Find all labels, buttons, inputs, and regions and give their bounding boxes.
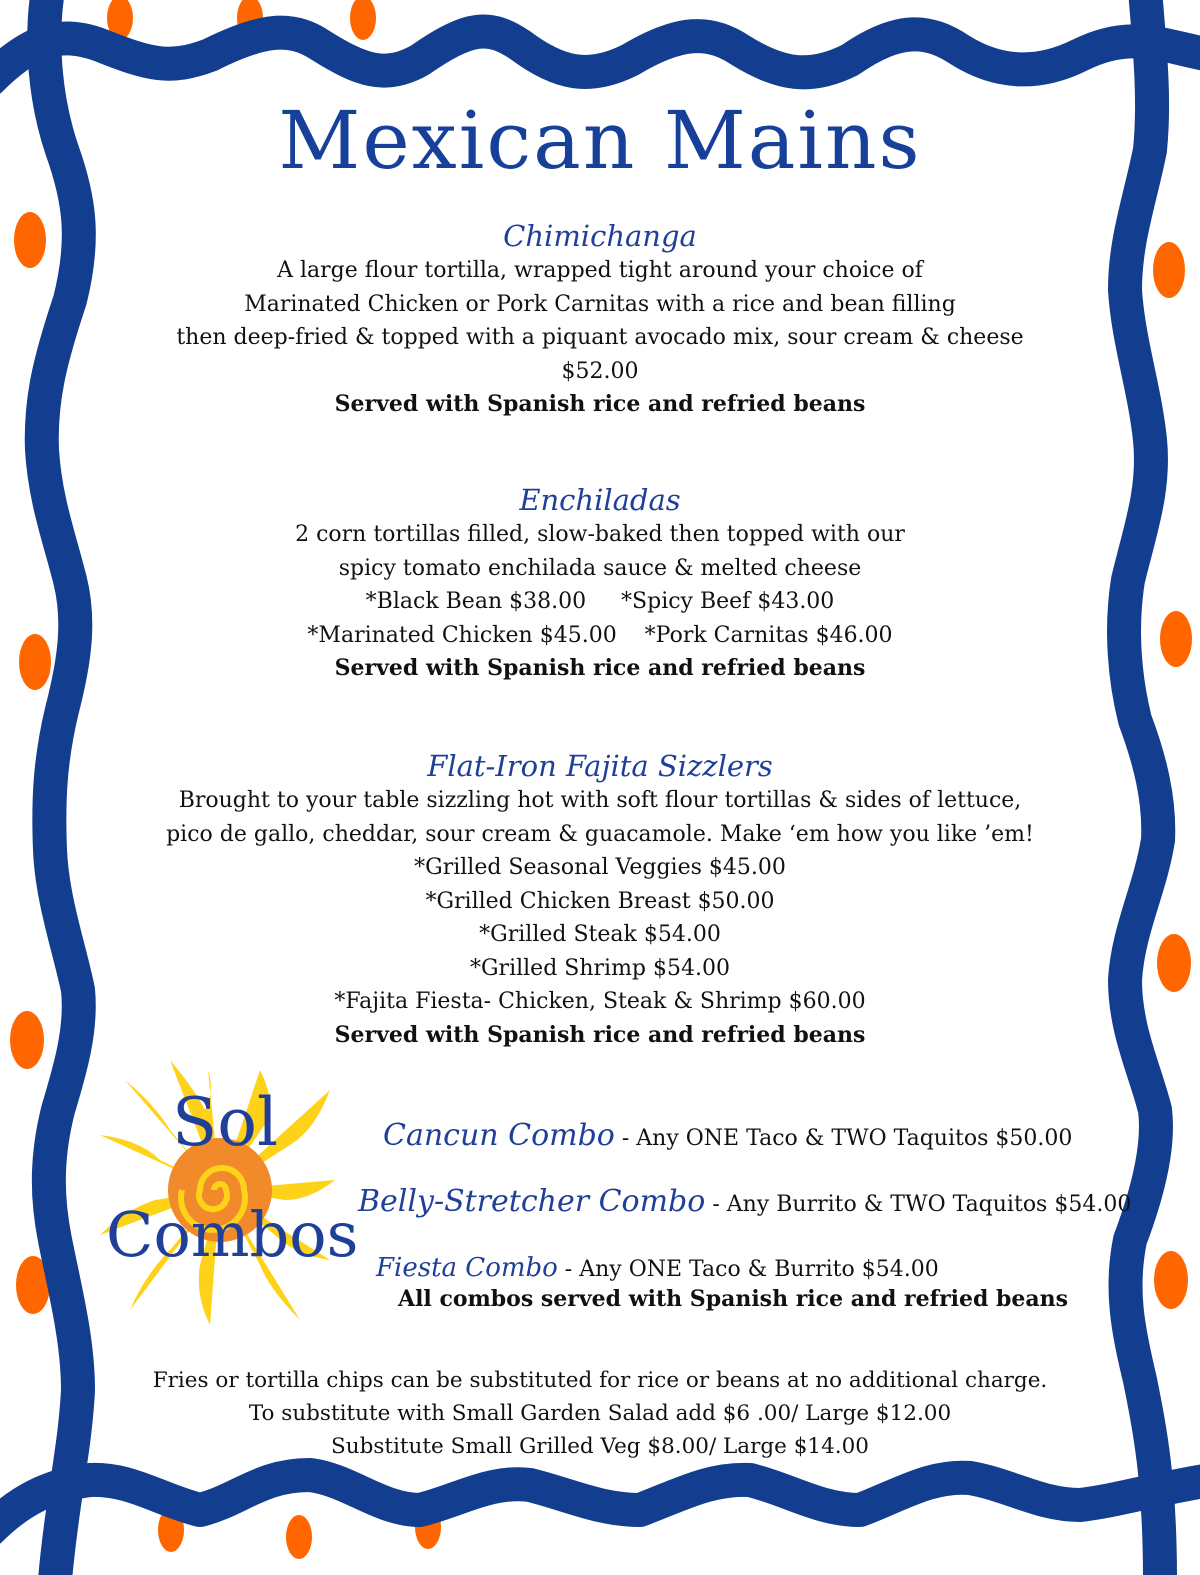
combo-name: Cancun Combo bbox=[383, 1118, 615, 1153]
combo-item bbox=[383, 1116, 1072, 1159]
note-line: To substitute with Small Garden Salad add $6 .00/ Large $12.00 bbox=[248, 1401, 952, 1426]
note-line: Fries or tortilla chips can be substituted for rice or beans at no additional charge. bbox=[152, 1368, 1048, 1393]
price-option: *Grilled Chicken Breast $50.00 bbox=[425, 888, 775, 914]
section-title: Flat-Iron Fajita Sizzlers bbox=[427, 749, 773, 783]
section-chimichanga bbox=[0, 218, 1200, 422]
substitution-notes bbox=[0, 1364, 1200, 1463]
section-title: Enchiladas bbox=[519, 483, 681, 517]
description-line: spicy tomato enchilada sauce & melted cheese bbox=[338, 555, 862, 581]
served-with-note: Served with Spanish rice and refried beans bbox=[334, 1021, 866, 1048]
sol-combos-logo bbox=[100, 1050, 359, 1330]
combo-description: - Any Burrito & TWO Taquitos $54.00 bbox=[705, 1192, 1132, 1217]
note-line: Substitute Small Grilled Veg $8.00/ Large $14.00 bbox=[331, 1434, 869, 1459]
price-options: *Marinated Chicken $45.00 *Pork Carnitas $46.00 bbox=[307, 622, 893, 648]
combos-served-note: All combos served with Spanish rice and refried beans bbox=[398, 1286, 1069, 1312]
description-line: Marinated Chicken or Pork Carnitas with a rice and bean filling bbox=[244, 291, 956, 317]
price-options: *Black Bean $38.00 *Spicy Beef $43.00 bbox=[365, 589, 835, 614]
combo-name: Belly-Stretcher Combo bbox=[358, 1184, 706, 1219]
price-option: *Grilled Seasonal Veggies $45.00 bbox=[414, 855, 786, 880]
logo-text-sol: Sol bbox=[172, 1084, 279, 1161]
description-line: Brought to your table sizzling hot with soft flour tortillas & sides of lettuce, bbox=[178, 788, 1022, 813]
combo-item bbox=[358, 1182, 1131, 1225]
logo-text-combos: Combos bbox=[106, 1198, 359, 1271]
section-title: Chimichanga bbox=[503, 219, 697, 253]
description-line: then deep-fried & topped with a piquant avocado mix, sour cream & cheese bbox=[176, 325, 1024, 350]
description-line: A large flour tortilla, wrapped tight around your choice of bbox=[277, 258, 923, 283]
combo-item bbox=[376, 1248, 939, 1290]
price-option: *Grilled Shrimp $54.00 bbox=[469, 955, 730, 981]
combo-name: Fiesta Combo bbox=[376, 1253, 558, 1283]
served-with-note: Served with Spanish rice and refried beans bbox=[334, 655, 866, 681]
section-fajitas bbox=[0, 748, 1200, 1052]
combo-description: - Any ONE Taco & Burrito $54.00 bbox=[557, 1257, 939, 1282]
price: $52.00 bbox=[561, 358, 639, 384]
page-title: Mexican Mains bbox=[278, 94, 922, 187]
description-line: 2 corn tortillas filled, slow-baked then topped with our bbox=[295, 522, 905, 547]
combo-description: - Any ONE Taco & TWO Taquitos $50.00 bbox=[614, 1126, 1073, 1151]
price-option: *Grilled Steak $54.00 bbox=[479, 922, 721, 947]
price-option: *Fajita Fiesta- Chicken, Steak & Shrimp $60.00 bbox=[334, 989, 866, 1014]
section-enchiladas bbox=[0, 482, 1200, 686]
served-with-note: Served with Spanish rice and refried beans bbox=[334, 391, 866, 417]
description-line: pico de gallo, cheddar, sour cream & guacamole. Make ‘em how you like ’em! bbox=[166, 821, 1034, 847]
